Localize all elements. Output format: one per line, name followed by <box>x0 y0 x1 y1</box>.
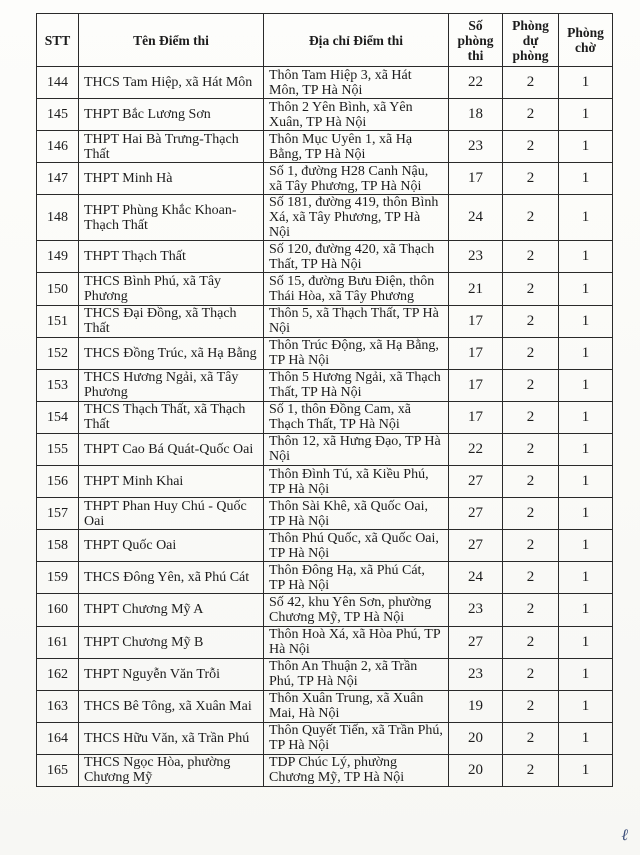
cell-stt: 162 <box>37 658 79 690</box>
cell-exam-site-address: Thôn Đông Hạ, xã Phú Cát, TP Hà Nội <box>264 562 449 594</box>
cell-exam-site-address: Thôn Hoà Xá, xã Hòa Phú, TP Hà Nội <box>264 626 449 658</box>
cell-stt: 159 <box>37 562 79 594</box>
cell-exam-site-address: Thôn 5, xã Thạch Thất, TP Hà Nội <box>264 305 449 337</box>
cell-exam-site-address: Số 1, thôn Đồng Cam, xã Thạch Thất, TP Hà Nội <box>264 401 449 433</box>
cell-exam-site-name: THPT Minh Khai <box>79 466 264 498</box>
cell-exam-room-count: 20 <box>449 722 503 754</box>
cell-exam-room-count: 17 <box>449 369 503 401</box>
cell-stt: 145 <box>37 99 79 131</box>
cell-exam-room-count: 17 <box>449 337 503 369</box>
cell-exam-site-name: THCS Đồng Trúc, xã Hạ Bằng <box>79 337 264 369</box>
cell-exam-site-address: Thôn Sài Khê, xã Quốc Oai, TP Hà Nội <box>264 498 449 530</box>
cell-reserve-rooms: 2 <box>503 562 559 594</box>
cell-exam-room-count: 23 <box>449 241 503 273</box>
table-header-row <box>37 14 613 67</box>
cell-exam-site-name: THPT Minh Hà <box>79 163 264 195</box>
table-row <box>37 754 613 786</box>
cell-exam-site-address: Thôn Trúc Động, xã Hạ Bằng, TP Hà Nội <box>264 337 449 369</box>
cell-exam-site-name: THCS Ngọc Hòa, phường Chương Mỹ <box>79 754 264 786</box>
cell-stt: 160 <box>37 594 79 626</box>
cell-reserve-rooms: 2 <box>503 305 559 337</box>
cell-exam-site-address: Thôn Xuân Trung, xã Xuân Mai, Hà Nội <box>264 690 449 722</box>
header-stt: STT <box>37 14 79 67</box>
cell-waiting-rooms: 1 <box>559 241 613 273</box>
cell-waiting-rooms: 1 <box>559 195 613 241</box>
table-row <box>37 530 613 562</box>
table-row <box>37 67 613 99</box>
header-reserve-rooms: Phòng dự phòng <box>503 14 559 67</box>
cell-exam-room-count: 27 <box>449 466 503 498</box>
cell-waiting-rooms: 1 <box>559 690 613 722</box>
cell-exam-site-name: THPT Phùng Khắc Khoan-Thạch Thất <box>79 195 264 241</box>
cell-waiting-rooms: 1 <box>559 401 613 433</box>
cell-waiting-rooms: 1 <box>559 131 613 163</box>
exam-sites-table <box>36 13 613 787</box>
cell-exam-room-count: 22 <box>449 67 503 99</box>
table-row <box>37 498 613 530</box>
cell-stt: 152 <box>37 337 79 369</box>
cell-waiting-rooms: 1 <box>559 433 613 465</box>
cell-waiting-rooms: 1 <box>559 530 613 562</box>
cell-exam-site-name: THPT Cao Bá Quát-Quốc Oai <box>79 433 264 465</box>
cell-reserve-rooms: 2 <box>503 658 559 690</box>
cell-reserve-rooms: 2 <box>503 131 559 163</box>
cell-exam-room-count: 23 <box>449 131 503 163</box>
cell-exam-site-address: Thôn 5 Hương Ngải, xã Thạch Thất, TP Hà Nội <box>264 369 449 401</box>
cell-waiting-rooms: 1 <box>559 305 613 337</box>
cell-exam-site-name: THCS Hữu Văn, xã Trần Phú <box>79 722 264 754</box>
cell-reserve-rooms: 2 <box>503 163 559 195</box>
cell-exam-site-name: THPT Hai Bà Trưng-Thạch Thất <box>79 131 264 163</box>
cell-stt: 155 <box>37 433 79 465</box>
cell-waiting-rooms: 1 <box>559 67 613 99</box>
cell-reserve-rooms: 2 <box>503 498 559 530</box>
cell-exam-site-name: THPT Phan Huy Chú - Quốc Oai <box>79 498 264 530</box>
cell-waiting-rooms: 1 <box>559 722 613 754</box>
table-row <box>37 131 613 163</box>
cell-exam-site-name: THCS Bình Phú, xã Tây Phương <box>79 273 264 305</box>
cell-exam-room-count: 19 <box>449 690 503 722</box>
cell-exam-site-name: THCS Tam Hiệp, xã Hát Môn <box>79 67 264 99</box>
cell-stt: 146 <box>37 131 79 163</box>
cell-exam-site-address: TDP Chúc Lý, phường Chương Mỹ, TP Hà Nội <box>264 754 449 786</box>
table-row <box>37 99 613 131</box>
cell-exam-site-name: THCS Thạch Thất, xã Thạch Thất <box>79 401 264 433</box>
table-row <box>37 626 613 658</box>
cell-exam-site-address: Thôn Quyết Tiến, xã Trần Phú, TP Hà Nội <box>264 722 449 754</box>
cell-exam-site-address: Thôn Đình Tú, xã Kiều Phú, TP Hà Nội <box>264 466 449 498</box>
cell-stt: 164 <box>37 722 79 754</box>
cell-waiting-rooms: 1 <box>559 163 613 195</box>
table-row <box>37 195 613 241</box>
cell-exam-site-address: Số 181, đường 419, thôn Bình Xá, xã Tây Phương, TP Hà Nội <box>264 195 449 241</box>
cell-reserve-rooms: 2 <box>503 99 559 131</box>
cell-stt: 153 <box>37 369 79 401</box>
header-exam-site-name: Tên Điểm thi <box>79 14 264 67</box>
handwritten-initial-mark: ℓ <box>621 827 628 844</box>
cell-exam-room-count: 24 <box>449 562 503 594</box>
cell-exam-site-name: THCS Hương Ngải, xã Tây Phương <box>79 369 264 401</box>
cell-exam-site-name: THPT Chương Mỹ A <box>79 594 264 626</box>
cell-exam-site-name: THPT Nguyễn Văn Trỗi <box>79 658 264 690</box>
cell-exam-room-count: 27 <box>449 530 503 562</box>
cell-stt: 165 <box>37 754 79 786</box>
cell-reserve-rooms: 2 <box>503 67 559 99</box>
cell-exam-site-address: Thôn An Thuận 2, xã Trần Phú, TP Hà Nội <box>264 658 449 690</box>
table-row <box>37 401 613 433</box>
cell-stt: 149 <box>37 241 79 273</box>
cell-stt: 161 <box>37 626 79 658</box>
cell-exam-site-address: Số 120, đường 420, xã Thạch Thất, TP Hà Nội <box>264 241 449 273</box>
cell-exam-room-count: 17 <box>449 305 503 337</box>
cell-waiting-rooms: 1 <box>559 99 613 131</box>
table-row <box>37 658 613 690</box>
table-row <box>37 690 613 722</box>
cell-exam-room-count: 22 <box>449 433 503 465</box>
cell-reserve-rooms: 2 <box>503 337 559 369</box>
cell-exam-site-address: Số 15, đường Bưu Điện, thôn Thái Hòa, xã Tây Phương <box>264 273 449 305</box>
cell-stt: 154 <box>37 401 79 433</box>
cell-waiting-rooms: 1 <box>559 754 613 786</box>
header-exam-room-count: Số phòng thi <box>449 14 503 67</box>
cell-exam-room-count: 23 <box>449 658 503 690</box>
cell-waiting-rooms: 1 <box>559 594 613 626</box>
table-row <box>37 466 613 498</box>
table-row <box>37 722 613 754</box>
cell-exam-room-count: 20 <box>449 754 503 786</box>
cell-waiting-rooms: 1 <box>559 273 613 305</box>
table-row <box>37 369 613 401</box>
table-row <box>37 337 613 369</box>
cell-exam-site-name: THCS Đông Yên, xã Phú Cát <box>79 562 264 594</box>
cell-exam-site-name: THPT Quốc Oai <box>79 530 264 562</box>
cell-waiting-rooms: 1 <box>559 337 613 369</box>
cell-exam-site-address: Thôn 2 Yên Bình, xã Yên Xuân, TP Hà Nội <box>264 99 449 131</box>
table-row <box>37 241 613 273</box>
header-exam-site-address: Địa chỉ Điểm thi <box>264 14 449 67</box>
cell-reserve-rooms: 2 <box>503 273 559 305</box>
cell-stt: 148 <box>37 195 79 241</box>
table-row <box>37 433 613 465</box>
cell-exam-site-name: THPT Thạch Thất <box>79 241 264 273</box>
cell-reserve-rooms: 2 <box>503 594 559 626</box>
cell-stt: 150 <box>37 273 79 305</box>
cell-reserve-rooms: 2 <box>503 754 559 786</box>
cell-waiting-rooms: 1 <box>559 562 613 594</box>
cell-reserve-rooms: 2 <box>503 195 559 241</box>
cell-exam-room-count: 27 <box>449 498 503 530</box>
table-row <box>37 594 613 626</box>
cell-reserve-rooms: 2 <box>503 722 559 754</box>
cell-waiting-rooms: 1 <box>559 369 613 401</box>
cell-stt: 156 <box>37 466 79 498</box>
cell-exam-room-count: 24 <box>449 195 503 241</box>
cell-exam-site-address: Thôn Phú Quốc, xã Quốc Oai, TP Hà Nội <box>264 530 449 562</box>
cell-exam-site-address: Thôn Mục Uyên 1, xã Hạ Bằng, TP Hà Nội <box>264 131 449 163</box>
cell-exam-room-count: 17 <box>449 401 503 433</box>
table-row <box>37 163 613 195</box>
cell-stt: 163 <box>37 690 79 722</box>
cell-exam-site-address: Số 42, khu Yên Sơn, phường Chương Mỹ, TP Hà Nội <box>264 594 449 626</box>
cell-exam-site-name: THCS Bê Tông, xã Xuân Mai <box>79 690 264 722</box>
cell-reserve-rooms: 2 <box>503 690 559 722</box>
cell-reserve-rooms: 2 <box>503 369 559 401</box>
cell-exam-site-name: THCS Đại Đồng, xã Thạch Thất <box>79 305 264 337</box>
cell-stt: 147 <box>37 163 79 195</box>
table-row <box>37 273 613 305</box>
header-waiting-rooms: Phòng chờ <box>559 14 613 67</box>
cell-exam-site-address: Số 1, đường H28 Canh Nậu, xã Tây Phương, TP Hà Nội <box>264 163 449 195</box>
cell-reserve-rooms: 2 <box>503 433 559 465</box>
cell-waiting-rooms: 1 <box>559 498 613 530</box>
cell-stt: 144 <box>37 67 79 99</box>
cell-exam-room-count: 18 <box>449 99 503 131</box>
cell-exam-site-address: Thôn 12, xã Hưng Đạo, TP Hà Nội <box>264 433 449 465</box>
cell-reserve-rooms: 2 <box>503 401 559 433</box>
cell-exam-room-count: 23 <box>449 594 503 626</box>
table-row <box>37 562 613 594</box>
cell-exam-site-address: Thôn Tam Hiệp 3, xã Hát Môn, TP Hà Nội <box>264 67 449 99</box>
cell-waiting-rooms: 1 <box>559 658 613 690</box>
cell-reserve-rooms: 2 <box>503 530 559 562</box>
cell-reserve-rooms: 2 <box>503 466 559 498</box>
cell-waiting-rooms: 1 <box>559 626 613 658</box>
cell-exam-room-count: 21 <box>449 273 503 305</box>
table-row <box>37 305 613 337</box>
cell-stt: 157 <box>37 498 79 530</box>
cell-exam-room-count: 27 <box>449 626 503 658</box>
cell-waiting-rooms: 1 <box>559 466 613 498</box>
cell-reserve-rooms: 2 <box>503 241 559 273</box>
cell-reserve-rooms: 2 <box>503 626 559 658</box>
cell-stt: 151 <box>37 305 79 337</box>
cell-stt: 158 <box>37 530 79 562</box>
cell-exam-site-name: THPT Bắc Lương Sơn <box>79 99 264 131</box>
cell-exam-site-name: THPT Chương Mỹ B <box>79 626 264 658</box>
cell-exam-room-count: 17 <box>449 163 503 195</box>
